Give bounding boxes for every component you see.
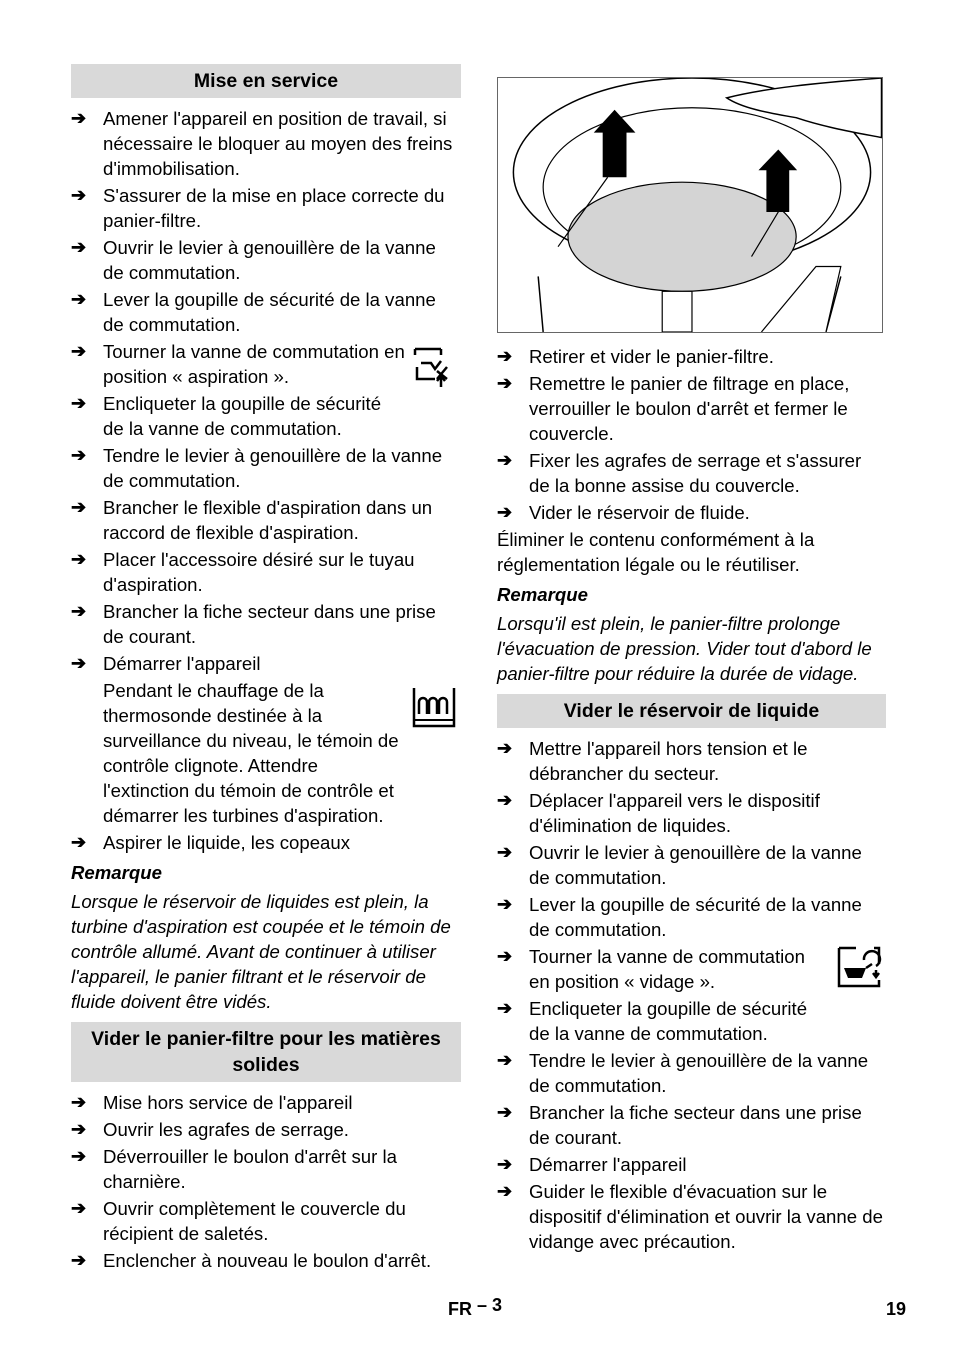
suction-mode-icon	[411, 343, 457, 389]
footer-section: – 3	[477, 1295, 503, 1315]
arrow-icon: ➔	[497, 346, 513, 366]
arrow-icon: ➔	[71, 108, 87, 128]
arrow-icon: ➔	[497, 502, 513, 522]
section-heading-vider-panier: Vider le panier-filtre pour les matières solides	[71, 1022, 461, 1082]
list-item: ➔ Fixer les agrafes de serrage et s'assurer de la bonne assise du couvercle.	[497, 450, 862, 496]
arrow-icon: ➔	[71, 237, 87, 257]
list-item: ➔ Placer l'accessoire désiré sur le tuyau d'aspiration.	[71, 549, 415, 595]
list-item: ➔ Ouvrir complètement le couvercle du récipient de saletés.	[71, 1198, 406, 1244]
arrow-icon: ➔	[71, 393, 87, 413]
drain-block	[497, 944, 886, 1046]
arrow-icon: ➔	[497, 894, 513, 914]
list-item: ➔ Déverrouiller le boulon d'arrêt sur la charnière.	[71, 1146, 397, 1192]
list-item: ➔ Ouvrir les agrafes de serrage.	[71, 1119, 349, 1140]
list-item: ➔ Démarrer l'appareil	[497, 1154, 687, 1175]
list-item: ➔ Brancher le flexible d'aspiration dans un raccord de flexible d'aspiration.	[71, 497, 433, 543]
page-number: 19	[885, 1299, 906, 1319]
arrow-icon: ➔	[71, 445, 87, 465]
list-item: ➔ Mettre l'appareil hors tension et le débrancher du secteur.	[497, 738, 808, 784]
arrow-icon: ➔	[71, 832, 87, 852]
list-item: ➔ Démarrer l'appareil	[71, 653, 261, 674]
arrow-icon: ➔	[71, 289, 87, 309]
arrow-icon: ➔	[497, 1102, 513, 1122]
drain-mode-icon	[836, 944, 882, 990]
arrow-icon: ➔	[71, 601, 87, 621]
arrow-icon: ➔	[71, 1198, 87, 1218]
list-item: ➔ Remettre le panier de filtrage en place, verrouiller le boulon d'arrêt et fermer le couvercle.	[497, 373, 850, 444]
arrow-icon: ➔	[497, 1050, 513, 1070]
list-item: ➔ Vider le réservoir de fluide.	[497, 502, 750, 523]
arrow-icon: ➔	[71, 497, 87, 517]
list-item: ➔ Déplacer l'appareil vers le dispositif d'élimination de liquides.	[497, 790, 820, 836]
list-item: ➔ S'assurer de la mise en place correcte du panier-filtre.	[71, 185, 445, 231]
arrow-icon: ➔	[497, 1181, 513, 1201]
list-item: ➔ Amener l'appareil en position de travail, si nécessaire le bloquer au moyen des freins d'immobilisation.	[71, 108, 453, 179]
arrow-icon: ➔	[497, 1154, 513, 1174]
list-item: ➔ Aspirer le liquide, les copeaux	[71, 832, 351, 853]
list-item: ➔ Mise hors service de l'appareil	[71, 1092, 353, 1113]
arrow-icon: ➔	[497, 790, 513, 810]
list-item: ➔ Encliqueter la goupille de sécurité de la vanne de commutation.	[497, 998, 808, 1044]
arrow-icon: ➔	[71, 549, 87, 569]
arrow-icon: ➔	[497, 998, 513, 1018]
arrow-icon: ➔	[71, 341, 87, 361]
arrow-icon: ➔	[71, 1250, 87, 1270]
list-item: ➔ Brancher la fiche secteur dans une prise de courant.	[497, 1102, 862, 1148]
list-item: ➔ Enclencher à nouveau le boulon d'arrêt.	[71, 1250, 432, 1271]
list-item: ➔ Ouvrir le levier à genouillère de la vanne de commutation.	[71, 237, 436, 283]
arrow-icon: ➔	[497, 842, 513, 862]
note-title: Remarque	[497, 584, 588, 605]
list-item: ➔ Retirer et vider le panier-filtre.	[497, 346, 774, 367]
footer-language	[448, 1295, 503, 1320]
list-item: ➔ Tourner la vanne de commutation en position « aspiration ».	[71, 341, 405, 387]
arrow-icon: ➔	[71, 1092, 87, 1112]
arrow-icon: ➔	[71, 653, 87, 673]
footer-lang-code: FR	[448, 1299, 472, 1319]
filter-basket-illustration	[497, 77, 883, 333]
arrow-icon: ➔	[497, 373, 513, 393]
list-item: ➔ Guider le flexible d'évacuation sur le dispositif d'élimination et ouvrir la vanne de vidange avec précaution.	[497, 1181, 883, 1252]
arrow-icon: ➔	[497, 738, 513, 758]
arrow-icon: ➔	[497, 450, 513, 470]
list-item: ➔ Tendre le levier à genouillère de la vanne de commutation.	[71, 445, 443, 491]
note-title: Remarque	[71, 862, 162, 883]
arrow-icon: ➔	[71, 185, 87, 205]
left-column	[71, 64, 461, 1275]
list-item: ➔ Encliqueter la goupille de sécurité de la vanne de commutation.	[71, 393, 382, 439]
list-item: ➔ Tendre le levier à genouillère de la vanne de commutation.	[497, 1050, 869, 1096]
arrow-icon: ➔	[71, 1119, 87, 1139]
list-item: ➔ Tourner la vanne de commutation en position « vidage ».	[497, 946, 805, 992]
arrow-icon: ➔	[71, 1146, 87, 1166]
section-heading-vider-reservoir: Vider le réservoir de liquide	[497, 694, 886, 728]
heating-indicator-icon	[411, 684, 457, 730]
note-text: Lorsque le réservoir de liquides est plein, la turbine d'aspiration est coupée et le témoin de contrôle allumé. Avant de continuer à utiliser l'appareil, le panier filtrant et le réservoir de fluide doivent être vidés.	[71, 891, 451, 1012]
list-item: ➔ Ouvrir le levier à genouillère de la vanne de commutation.	[497, 842, 862, 888]
heating-block	[71, 678, 461, 828]
note-text: Lorsqu'il est plein, le panier-filtre prolonge l'évacuation de pression. Vider tout d'abord le panier-filtre pour réduire la durée de vidage.	[497, 613, 872, 684]
arrow-icon: ➔	[497, 946, 513, 966]
indented-paragraph: Pendant le chauffage de la thermosonde destinée à la surveillance du niveau, le témoin de contrôle clignote. Attendre l'extinction du témoin de contrôle et démarrer les turbines d'aspiration.	[103, 680, 399, 826]
right-column	[497, 77, 886, 1256]
section-heading-mise-en-service: Mise en service	[71, 64, 461, 98]
list-item: ➔ Brancher la fiche secteur dans une prise de courant.	[71, 601, 436, 647]
list-item: ➔ Lever la goupille de sécurité de la vanne de commutation.	[71, 289, 436, 335]
list-item: ➔ Lever la goupille de sécurité de la vanne de commutation.	[497, 894, 862, 940]
aspiration-block	[71, 339, 461, 441]
paragraph: Éliminer le contenu conformément à la réglementation légale ou le réutiliser.	[497, 529, 815, 575]
